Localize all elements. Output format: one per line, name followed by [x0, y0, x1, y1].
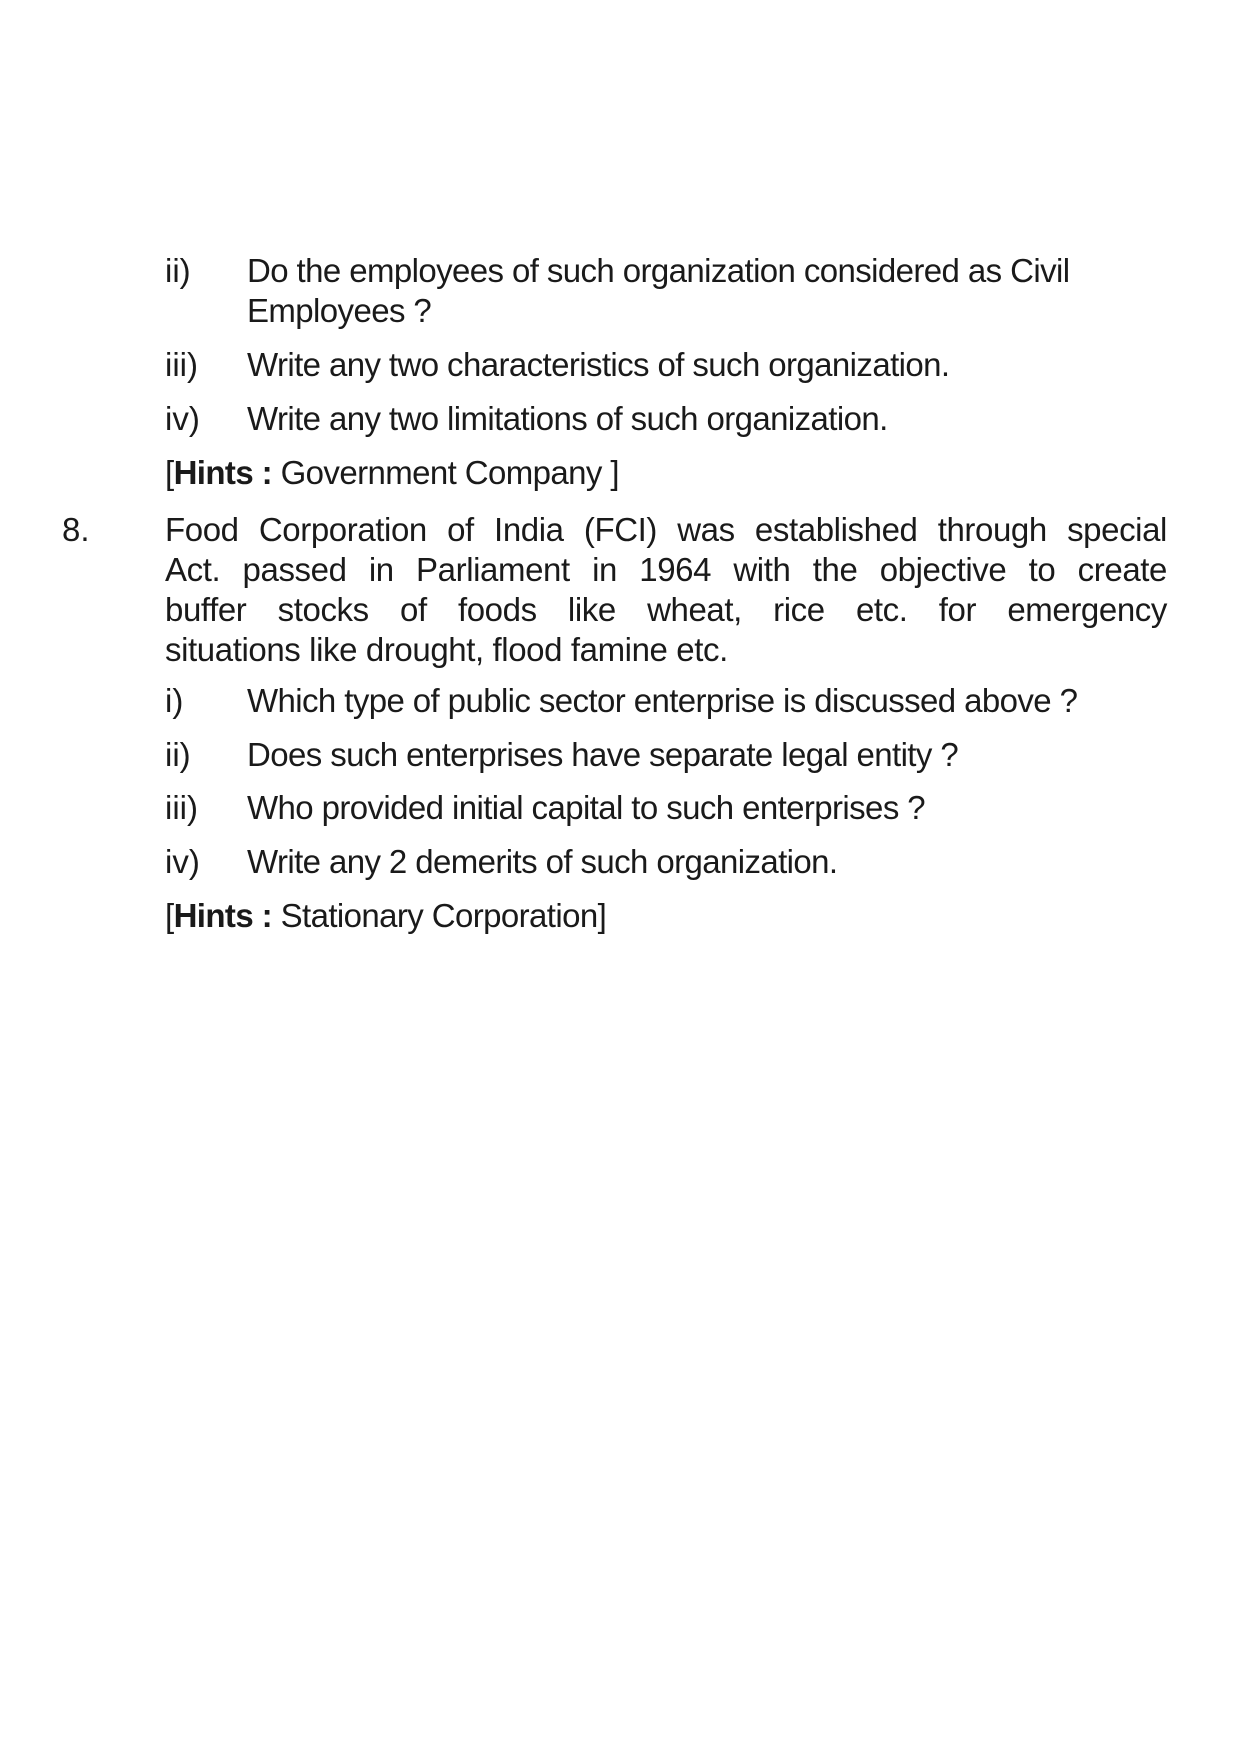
hint-bracket: [	[165, 454, 174, 491]
paragraph-line: buffer stocks of foods like wheat, rice etc. for emergency	[165, 591, 1167, 628]
hint-bracket: [	[165, 897, 174, 934]
subitem-marker: i)	[165, 682, 184, 719]
subitem-text: Does such enterprises have separate legal entity ?	[247, 736, 959, 773]
paragraph-line: Act. passed in Parliament in 1964 with the objective to create	[165, 551, 1167, 588]
question-number: 8.	[62, 511, 90, 548]
subitem-marker: iii)	[165, 346, 198, 383]
subitem-text: Do the employees of such organization considered as Civil Employees ?	[247, 252, 1070, 329]
paragraph-line: Food Corporation of India (FCI) was established through special	[165, 511, 1167, 548]
subitem-marker: iv)	[165, 400, 200, 437]
subitem-marker: iv)	[165, 843, 200, 880]
subitem-text: Which type of public sector enterprise is discussed above ?	[247, 682, 1078, 719]
hint-value: Government Company ]	[272, 454, 619, 491]
subitem-text: Write any two characteristics of such organization.	[247, 346, 950, 383]
subitem-text: Write any 2 demerits of such organization.	[247, 843, 838, 880]
subitem-marker: iii)	[165, 789, 198, 826]
subitem-marker: ii)	[165, 736, 191, 773]
subitem-marker: ii)	[165, 252, 191, 289]
paragraph-line: situations like drought, flood famine etc.	[165, 631, 728, 668]
hint-line	[165, 453, 619, 493]
subitem-text: Who provided initial capital to such enterprises ?	[247, 789, 926, 826]
hint-label: Hints :	[173, 897, 273, 934]
hint-label: Hints :	[173, 454, 273, 491]
hint-line	[165, 896, 606, 936]
hint-value: Stationary Corporation]	[272, 897, 607, 934]
question-paragraph	[165, 510, 1167, 670]
subitem-text: Write any two limitations of such organization.	[247, 400, 888, 437]
